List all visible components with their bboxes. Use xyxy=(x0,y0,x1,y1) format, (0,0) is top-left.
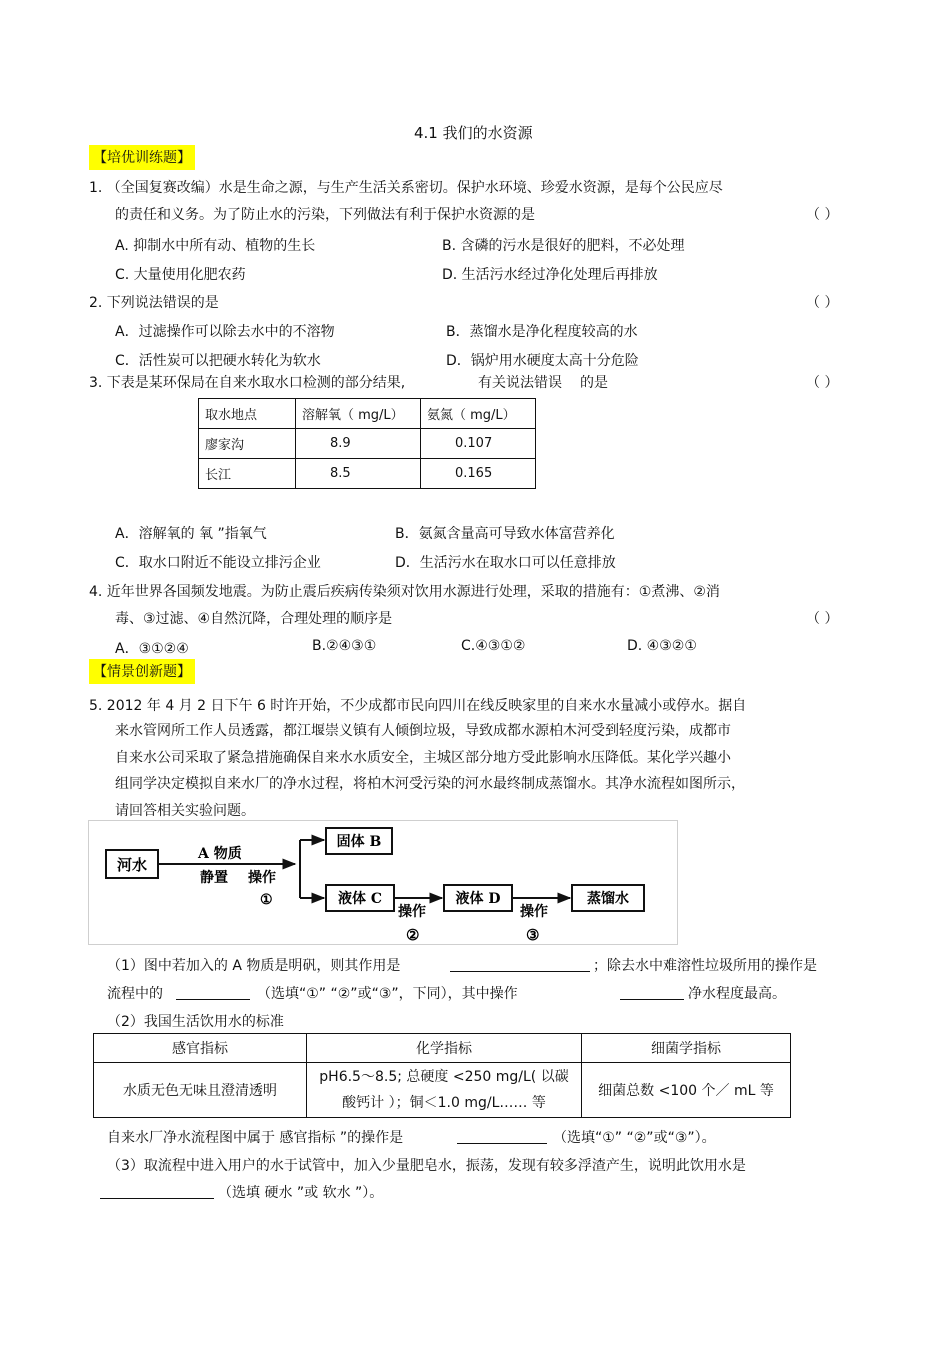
water-purification-flowchart xyxy=(88,820,678,945)
q4-option-b: B.②④③① xyxy=(312,638,377,654)
table-cell-sensory: 水质无色无味且澄清透明 xyxy=(94,1063,307,1118)
table-cell: 长江 xyxy=(199,459,296,489)
flow-label-op1-num: ① xyxy=(260,892,273,908)
q2-option-c: C．活性炭可以把硬水转化为软水 xyxy=(115,353,321,369)
q5-p2-blank[interactable] xyxy=(457,1129,547,1144)
flow-label-a-bottom: 静置 xyxy=(200,870,228,886)
table-header-cell: 氨氮（ mg/L） xyxy=(421,399,536,429)
flow-label-op3: 操作 xyxy=(520,904,548,920)
q3-answer-paren: （ ） xyxy=(806,375,839,391)
q5-p1-blank-3[interactable] xyxy=(620,985,684,1000)
table-cell-bacterial: 细菌总数 <100 个／ mL 等 xyxy=(582,1063,791,1118)
table-cell-chemical xyxy=(307,1063,582,1118)
flow-label-liquid-c: 液体 C xyxy=(337,891,383,907)
q3-option-d: D．生活污水在取水口可以任意排放 xyxy=(395,555,616,571)
flow-label-liquid-d: 液体 D xyxy=(455,891,501,907)
q1-option-b: B. 含磷的污水是很好的肥料，不必处理 xyxy=(442,238,685,254)
q4-option-c: C.④③①② xyxy=(461,638,526,654)
q5-p1-text-a: （1）图中若加入的 A 物质是明矾，则其作用是 xyxy=(107,958,401,974)
q3-line1c: 的是 xyxy=(580,375,608,391)
flow-label-op2: 操作 xyxy=(398,904,426,920)
q5-p1-text-b: ；除去水中难溶性垃圾所用的操作是 xyxy=(593,958,817,974)
flowchart-frame xyxy=(89,821,678,945)
q2-answer-paren: （ ） xyxy=(806,295,839,311)
q1-line2: 的责任和义务。为了防止水的污染，下列做法有利于保护水资源的是 xyxy=(115,207,535,223)
q3-line1b: 有关说法错误 xyxy=(478,375,562,391)
q3-data-table xyxy=(198,398,536,489)
table-header-cell: 细菌学指标 xyxy=(582,1034,791,1063)
table-cell: 0.165 xyxy=(421,459,536,489)
table-header-row xyxy=(199,399,536,429)
q1-answer-paren: （ ） xyxy=(806,207,839,223)
q5-p1-text-d: （选填“①” “②”或“③”，下同），其中操作 xyxy=(257,986,518,1002)
flow-label-op3-num: ③ xyxy=(526,926,540,944)
q4-option-a: A．③①②④ xyxy=(115,641,189,657)
q1-option-a: A. 抑制水中所有动、植物的生长 xyxy=(115,238,316,254)
table-header-cell: 溶解氧（ mg/L） xyxy=(296,399,421,429)
table-cell: 8.5 xyxy=(296,459,421,489)
q5-line2: 来水管网所工作人员透露，都江堰崇义镇有人倾倒垃圾，导致成都水源柏木河受到轻度污染，成都市 xyxy=(115,723,731,739)
q4-answer-paren: （ ） xyxy=(806,611,839,627)
table-header-cell: 化学指标 xyxy=(307,1034,582,1063)
q2-option-d: D．锅炉用水硬度太高十分危险 xyxy=(446,353,639,369)
q5-p3-text-b: （选填 硬水 ”或 软水 ”）。 xyxy=(218,1185,384,1201)
flow-label-solid-b: 固体 B xyxy=(336,834,382,850)
q5-line5: 请回答相关实验问题。 xyxy=(115,803,255,819)
chemical-line-2: 酸钙计 ）；铜＜1.0 mg/L…… 等 xyxy=(342,1095,546,1111)
q4-option-d: D. ④③②① xyxy=(627,638,697,654)
q5-line4: 组同学决定模拟自来水厂的净水过程，将柏木河受污染的河水最终制成蒸馏水。其净水流程如图所示， xyxy=(115,776,745,792)
q5-p2-text-a: 自来水厂净水流程图中属于 感官指标 ”的操作是 xyxy=(107,1130,404,1146)
q4-line2: 毒、③过滤、④自然沉降，合理处理的顺序是 xyxy=(115,611,393,627)
table-cell: 廖家沟 xyxy=(199,429,296,459)
q1-line1: 1. （全国复赛改编）水是生命之源，与生产生活关系密切。保护水环境、珍爱水资源，是每个公民应尽 xyxy=(89,180,723,196)
table-row xyxy=(94,1063,791,1118)
q2-option-b: B．蒸馏水是净化程度较高的水 xyxy=(446,324,638,340)
flow-label-op2-num: ② xyxy=(406,926,420,944)
flow-label-river: 河水 xyxy=(116,856,148,874)
q5-line3: 自来水公司采取了紧急措施确保自来水水质安全，主城区部分地方受此影响水压降低。某化学兴趣小 xyxy=(115,750,731,766)
q5-line1: 5. 2012 年 4 月 2 日下午 6 时许开始，不少成都市民向四川在线反映家里的自来水水量减小或停水。据自 xyxy=(89,698,747,714)
q3-option-a: A．溶解氧的 氧 ”指氧气 xyxy=(115,526,267,542)
q2-line1: 2. 下列说法错误的是 xyxy=(89,295,219,311)
table-header-cell: 取水地点 xyxy=(199,399,296,429)
flow-label-distilled-water: 蒸馏水 xyxy=(587,891,629,907)
q3-line1a: 3. 下表是某环保局在自来水取水口检测的部分结果, xyxy=(89,375,406,391)
q5-p2-text-b: （选填“①” “②”或“③”）。 xyxy=(553,1130,716,1146)
q5-p1-blank-1[interactable] xyxy=(450,957,590,972)
q1-option-d: D. 生活污水经过净化处理后再排放 xyxy=(442,267,658,283)
q5-p1-text-e: 净水程度最高。 xyxy=(688,986,786,1002)
page-title: 4.1 我们的水资源 xyxy=(414,124,533,142)
flow-label-op1: 操作 xyxy=(248,870,276,886)
water-standard-table xyxy=(93,1033,791,1118)
q4-line1: 4. 近年世界各国频发地震。为防止震后疾病传染须对饮用水源进行处理，采取的措施有：①煮沸、②消 xyxy=(89,584,720,600)
table-cell: 8.9 xyxy=(296,429,421,459)
table-row xyxy=(199,429,536,459)
q5-p1-text-c: 流程中的 xyxy=(107,986,163,1002)
table-row xyxy=(199,459,536,489)
q5-p3-blank[interactable] xyxy=(100,1184,214,1199)
q3-option-b: B．氨氮含量高可导致水体富营养化 xyxy=(395,526,615,542)
section-tag-training: 【培优训练题】 xyxy=(89,145,195,170)
table-header-cell: 感官指标 xyxy=(94,1034,307,1063)
table-cell: 0.107 xyxy=(421,429,536,459)
section-tag-scenario: 【情景创新题】 xyxy=(89,659,195,684)
q1-option-c: C. 大量使用化肥农药 xyxy=(115,267,246,283)
q5-p1-blank-2[interactable] xyxy=(176,985,250,1000)
table-header-row xyxy=(94,1034,791,1063)
flow-label-a-top: A 物质 xyxy=(198,846,242,862)
q3-option-c: C．取水口附近不能设立排污企业 xyxy=(115,555,321,571)
q5-p2-heading: （2）我国生活饮用水的标准 xyxy=(107,1014,284,1030)
chemical-line-1: pH6.5～8.5; 总硬度 <250 mg/L( 以碳 xyxy=(319,1069,569,1085)
q2-option-a: A．过滤操作可以除去水中的不溶物 xyxy=(115,324,335,340)
q5-p3-text-a: （3）取流程中进入用户的水于试管中，加入少量肥皂水，振荡，发现有较多浮渣产生，说明此饮用水是 xyxy=(107,1158,746,1174)
